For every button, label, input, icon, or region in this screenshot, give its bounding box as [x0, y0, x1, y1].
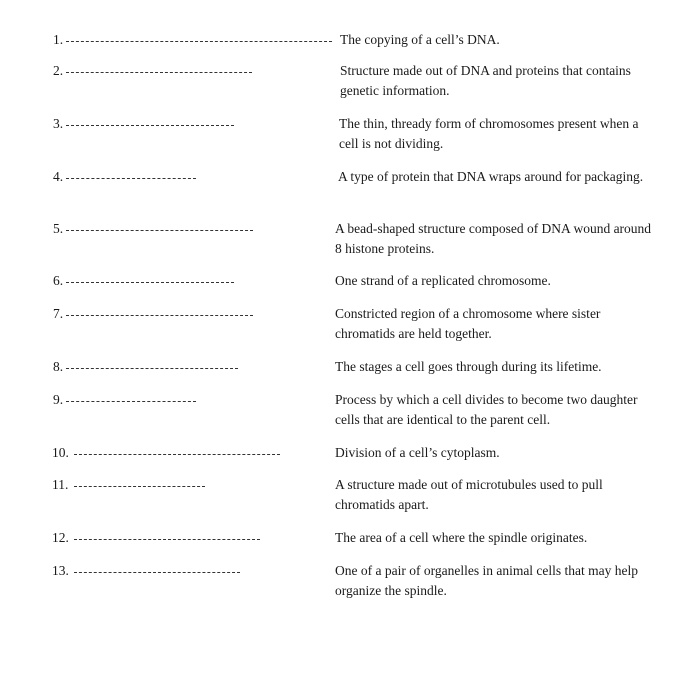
answer-blank[interactable]	[66, 125, 234, 126]
answer-blank[interactable]	[74, 486, 205, 487]
definition-text: The stages a cell goes through during its lifetime.	[335, 359, 602, 374]
definition-text: Division of a cell’s cytoplasm.	[335, 445, 500, 460]
definition-text: Process by which a cell divides to become two daughter cells that are identical to the parent cell.	[335, 392, 638, 427]
answer-blank[interactable]	[66, 72, 252, 73]
item-number: 7.	[53, 306, 64, 321]
answer-blank[interactable]	[66, 282, 234, 283]
definition-text: Constricted region of a chromosome where sister chromatids are held together.	[335, 306, 601, 341]
answer-blank[interactable]	[66, 178, 196, 179]
item-number: 1.	[53, 32, 64, 47]
definition-text: A type of protein that DNA wraps around for packaging.	[338, 169, 644, 184]
item-number: 3.	[53, 116, 64, 131]
answer-blank[interactable]	[74, 454, 280, 455]
answer-blank[interactable]	[74, 539, 260, 540]
definition-text: The copying of a cell’s DNA.	[340, 32, 500, 47]
item-number: 9.	[53, 392, 64, 407]
item-number: 4.	[53, 169, 64, 184]
item-number: 13.	[52, 563, 69, 578]
definition-text: One strand of a replicated chromosome.	[335, 273, 551, 288]
definition-text: Structure made out of DNA and proteins that contains genetic information.	[340, 63, 631, 98]
answer-blank[interactable]	[66, 401, 196, 402]
definition-text: The area of a cell where the spindle originates.	[335, 530, 588, 545]
definition-text: One of a pair of organelles in animal cells that may help organize the spindle.	[335, 563, 639, 598]
answer-blank[interactable]	[66, 230, 253, 231]
definition-text: A bead-shaped structure composed of DNA wound around 8 histone proteins.	[335, 221, 652, 256]
item-number: 12.	[52, 530, 69, 545]
answer-blank[interactable]	[74, 572, 240, 573]
item-number: 11.	[52, 477, 69, 492]
answer-blank[interactable]	[66, 368, 238, 369]
definition-text: The thin, thready form of chromosomes present when a cell is not dividing.	[339, 116, 639, 151]
item-number: 6.	[53, 273, 64, 288]
answer-blank[interactable]	[66, 41, 332, 42]
item-number: 8.	[53, 359, 64, 374]
answer-blank[interactable]	[66, 315, 253, 316]
item-number: 2.	[53, 63, 64, 78]
definition-text: A structure made out of microtubules used to pull chromatids apart.	[335, 477, 603, 512]
item-number: 10.	[52, 445, 69, 460]
item-number: 5.	[53, 221, 64, 236]
